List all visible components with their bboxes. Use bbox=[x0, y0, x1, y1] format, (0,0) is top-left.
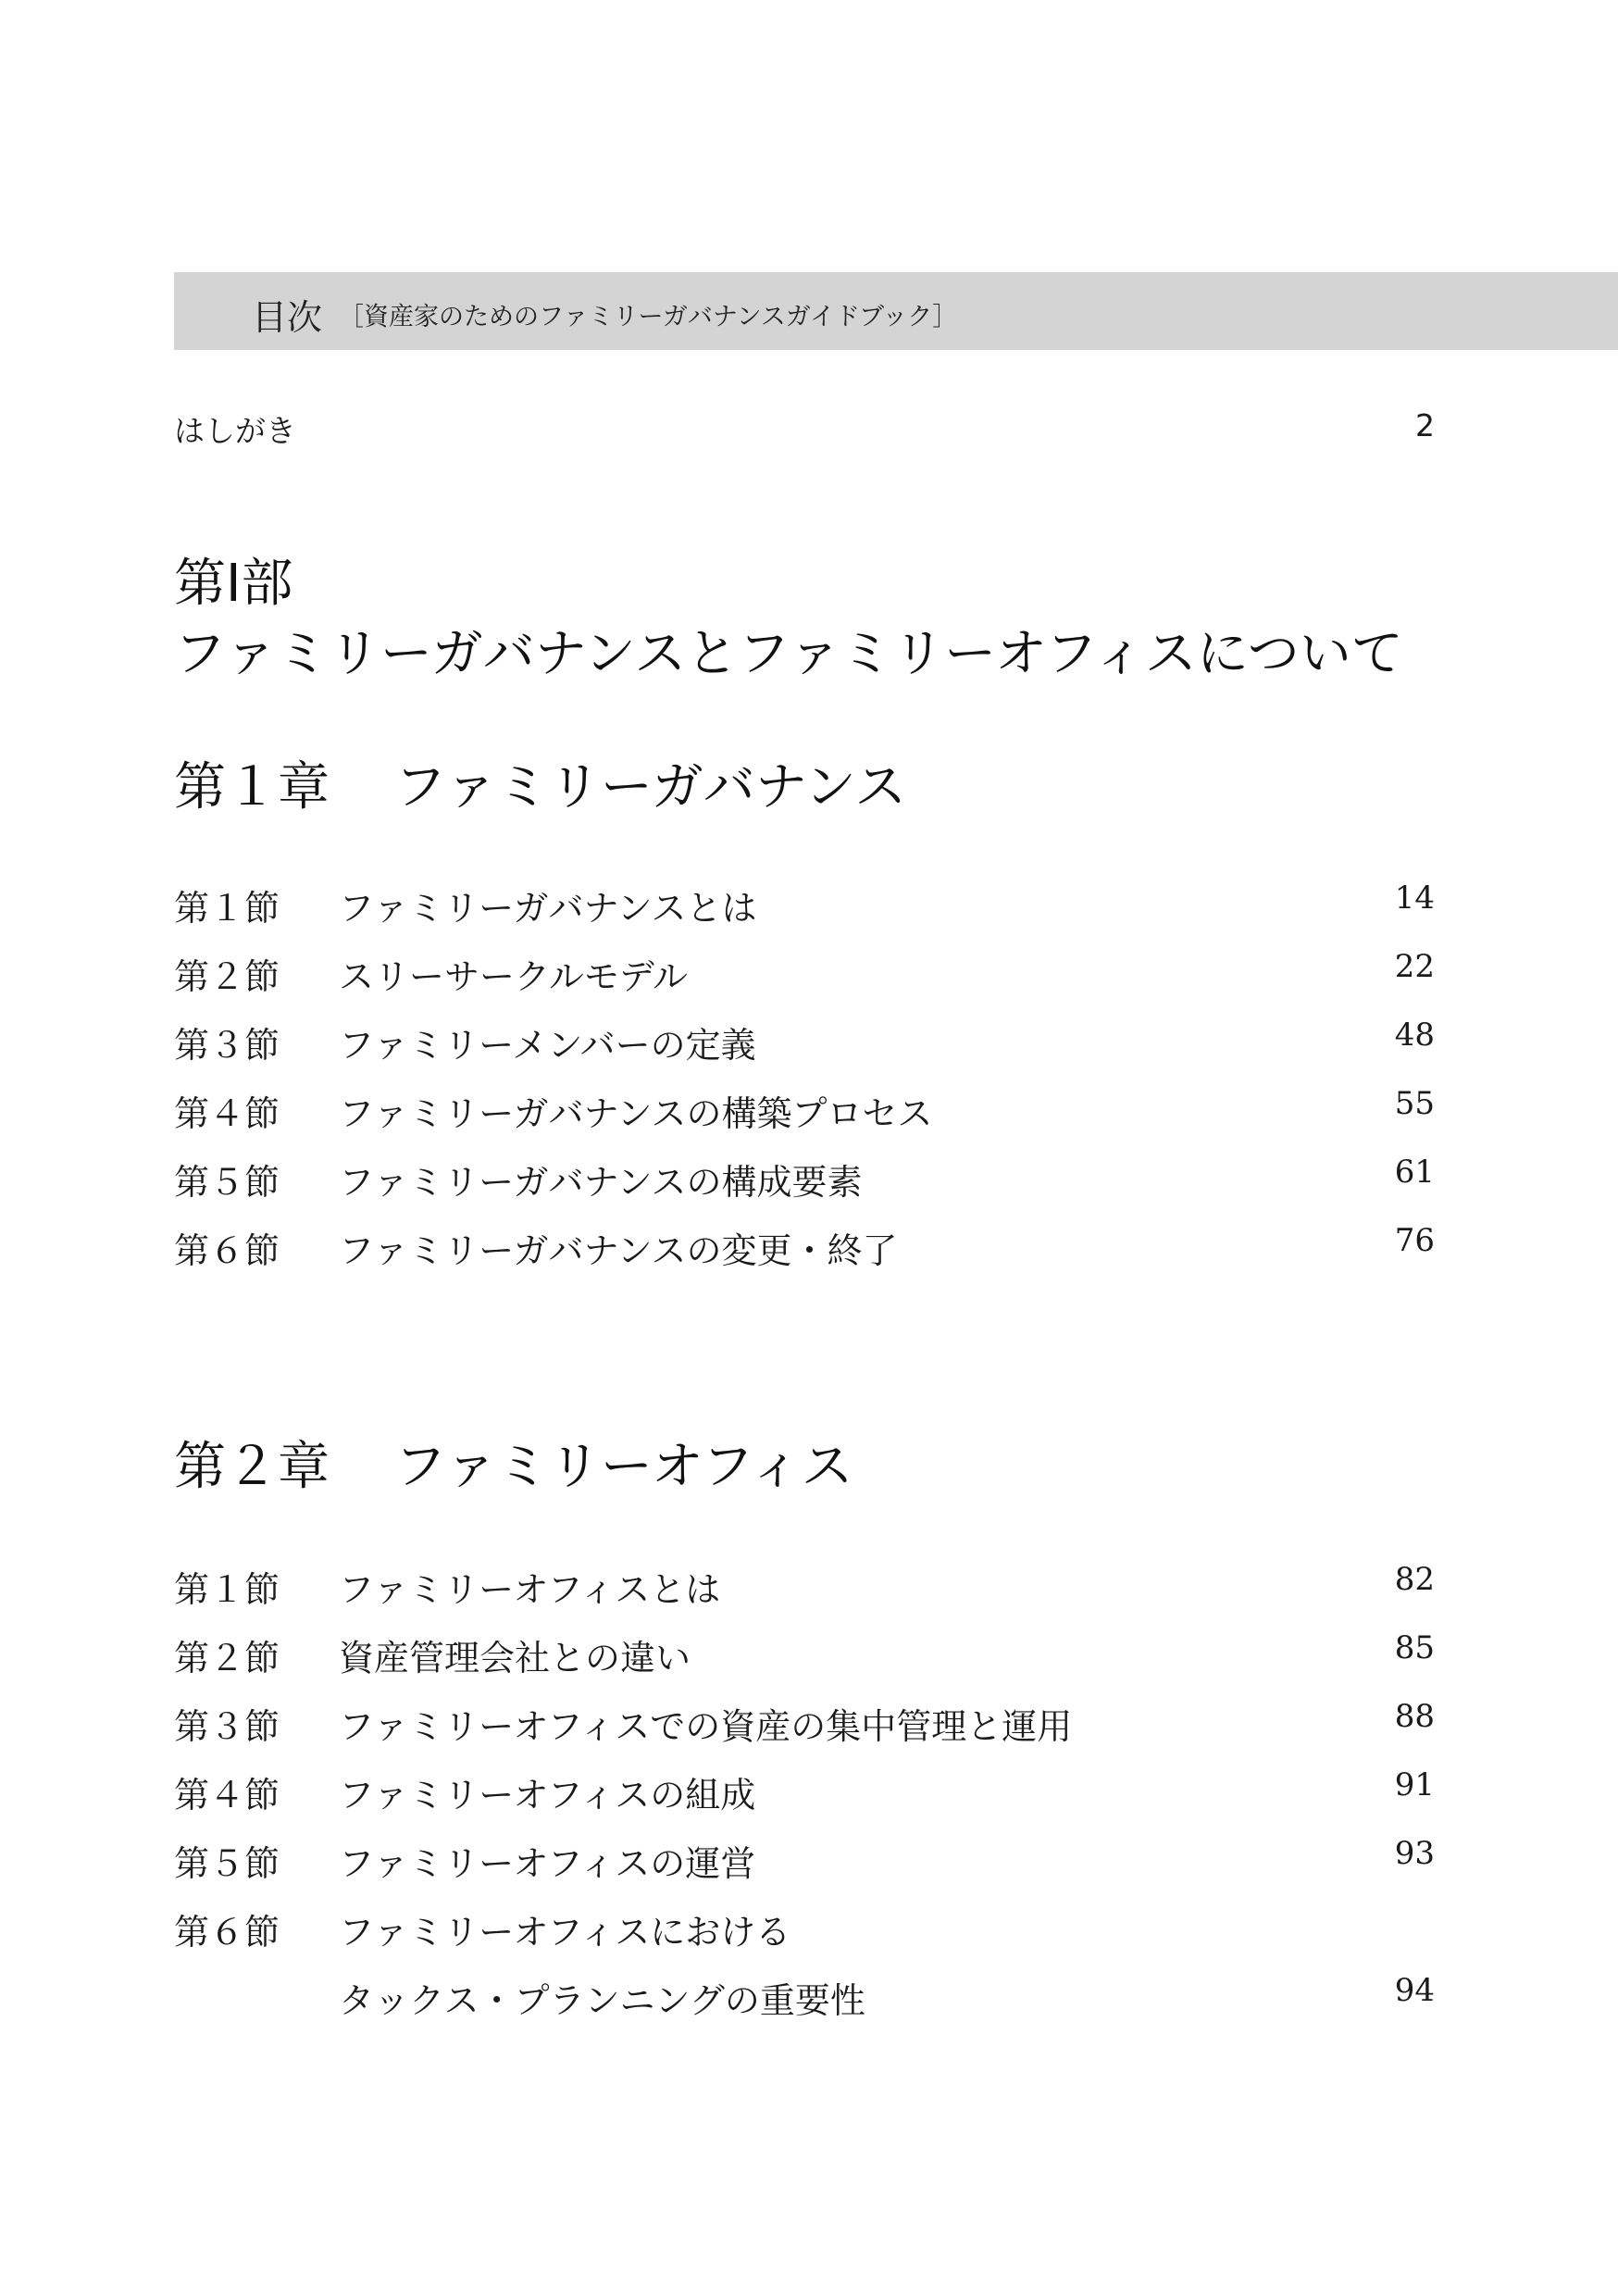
section-page: 55 bbox=[1394, 1085, 1435, 1122]
section-number: 第４節 bbox=[174, 1093, 280, 1134]
section-page: 91 bbox=[1394, 1766, 1435, 1803]
toc-title: 目次 bbox=[252, 297, 323, 338]
section-title: ファミリーオフィスにおける bbox=[339, 1912, 791, 1953]
toc-entry-section[interactable] bbox=[174, 948, 1435, 1017]
section-title: ファミリーガバナンスの構成要素 bbox=[339, 1162, 863, 1203]
toc-entry-section[interactable] bbox=[174, 1017, 1435, 1085]
preface-label: はしがき bbox=[174, 413, 296, 449]
section-number: 第２節 bbox=[174, 956, 280, 997]
chapter-number: 第１章 bbox=[174, 757, 330, 817]
section-number: 第２節 bbox=[174, 1638, 280, 1678]
section-title: ファミリーオフィスの運営 bbox=[339, 1843, 756, 1884]
toc-entry-section[interactable] bbox=[174, 1629, 1435, 1698]
section-title: ファミリーガバナンスの変更・終了 bbox=[339, 1230, 898, 1271]
section-title: ファミリーオフィスでの資産の集中管理と運用 bbox=[339, 1706, 1073, 1747]
chapter-1-section-list bbox=[174, 880, 1435, 1291]
section-number: 第５節 bbox=[174, 1162, 280, 1203]
section-page: 14 bbox=[1394, 880, 1435, 917]
section-title: スリーサークルモデル bbox=[339, 956, 688, 997]
section-page: 76 bbox=[1394, 1222, 1435, 1259]
chapter-1-heading[interactable] bbox=[174, 746, 906, 820]
section-number: 第３節 bbox=[174, 1706, 280, 1747]
part-title: ファミリーガバナンスとファミリーオフィスについて bbox=[174, 624, 1403, 684]
toc-entry-preface[interactable] bbox=[174, 407, 1435, 451]
section-number: 第３節 bbox=[174, 1025, 280, 1066]
toc-entry-section[interactable] bbox=[174, 1222, 1435, 1291]
section-title: ファミリーガバナンスとは bbox=[339, 888, 757, 929]
section-title: ファミリーガバナンスの構築プロセス bbox=[339, 1093, 933, 1134]
section-page: 48 bbox=[1394, 1017, 1435, 1054]
section-number: 第６節 bbox=[174, 1912, 280, 1953]
toc-header-banner bbox=[174, 272, 1618, 350]
book-title: ［資産家のためのファミリーガバナンスガイドブック］ bbox=[339, 303, 958, 331]
section-number: 第６節 bbox=[174, 1230, 280, 1271]
section-number: 第５節 bbox=[174, 1843, 280, 1884]
section-title: 資産管理会社との違い bbox=[339, 1638, 691, 1678]
part-number: 第Ⅰ部 bbox=[174, 554, 293, 614]
chapter-2-section-list bbox=[174, 1561, 1435, 2042]
chapter-number: 第２章 bbox=[174, 1437, 330, 1497]
section-page: 94 bbox=[1394, 1972, 1435, 2009]
toc-entry-section[interactable] bbox=[174, 880, 1435, 948]
section-title: ファミリーオフィスとは bbox=[339, 1569, 721, 1610]
section-title: ファミリーオフィスの組成 bbox=[339, 1775, 756, 1816]
toc-entry-section[interactable] bbox=[174, 1903, 1435, 2042]
chapter-2-heading[interactable] bbox=[174, 1426, 853, 1500]
chapter-title: ファミリーガバナンス bbox=[394, 757, 907, 817]
section-number: 第１節 bbox=[174, 1569, 280, 1610]
chapter-title: ファミリーオフィス bbox=[394, 1437, 853, 1497]
section-title-continued: タックス・プランニングの重要性 bbox=[339, 1980, 865, 2021]
section-number: 第１節 bbox=[174, 888, 280, 929]
toc-entry-section[interactable] bbox=[174, 1085, 1435, 1154]
section-page: 93 bbox=[1394, 1835, 1435, 1872]
section-number: 第４節 bbox=[174, 1775, 280, 1816]
toc-entry-section[interactable] bbox=[174, 1835, 1435, 1903]
section-page: 88 bbox=[1394, 1698, 1435, 1735]
toc-entry-section[interactable] bbox=[174, 1698, 1435, 1766]
section-page: 61 bbox=[1394, 1154, 1435, 1191]
preface-page: 2 bbox=[1415, 407, 1435, 443]
toc-entry-section[interactable] bbox=[174, 1561, 1435, 1629]
section-page: 82 bbox=[1394, 1561, 1435, 1598]
toc-entry-section[interactable] bbox=[174, 1154, 1435, 1222]
toc-entry-section[interactable] bbox=[174, 1766, 1435, 1835]
section-title: ファミリーメンバーの定義 bbox=[339, 1025, 756, 1066]
section-page: 85 bbox=[1394, 1629, 1435, 1666]
section-page: 22 bbox=[1394, 948, 1435, 985]
